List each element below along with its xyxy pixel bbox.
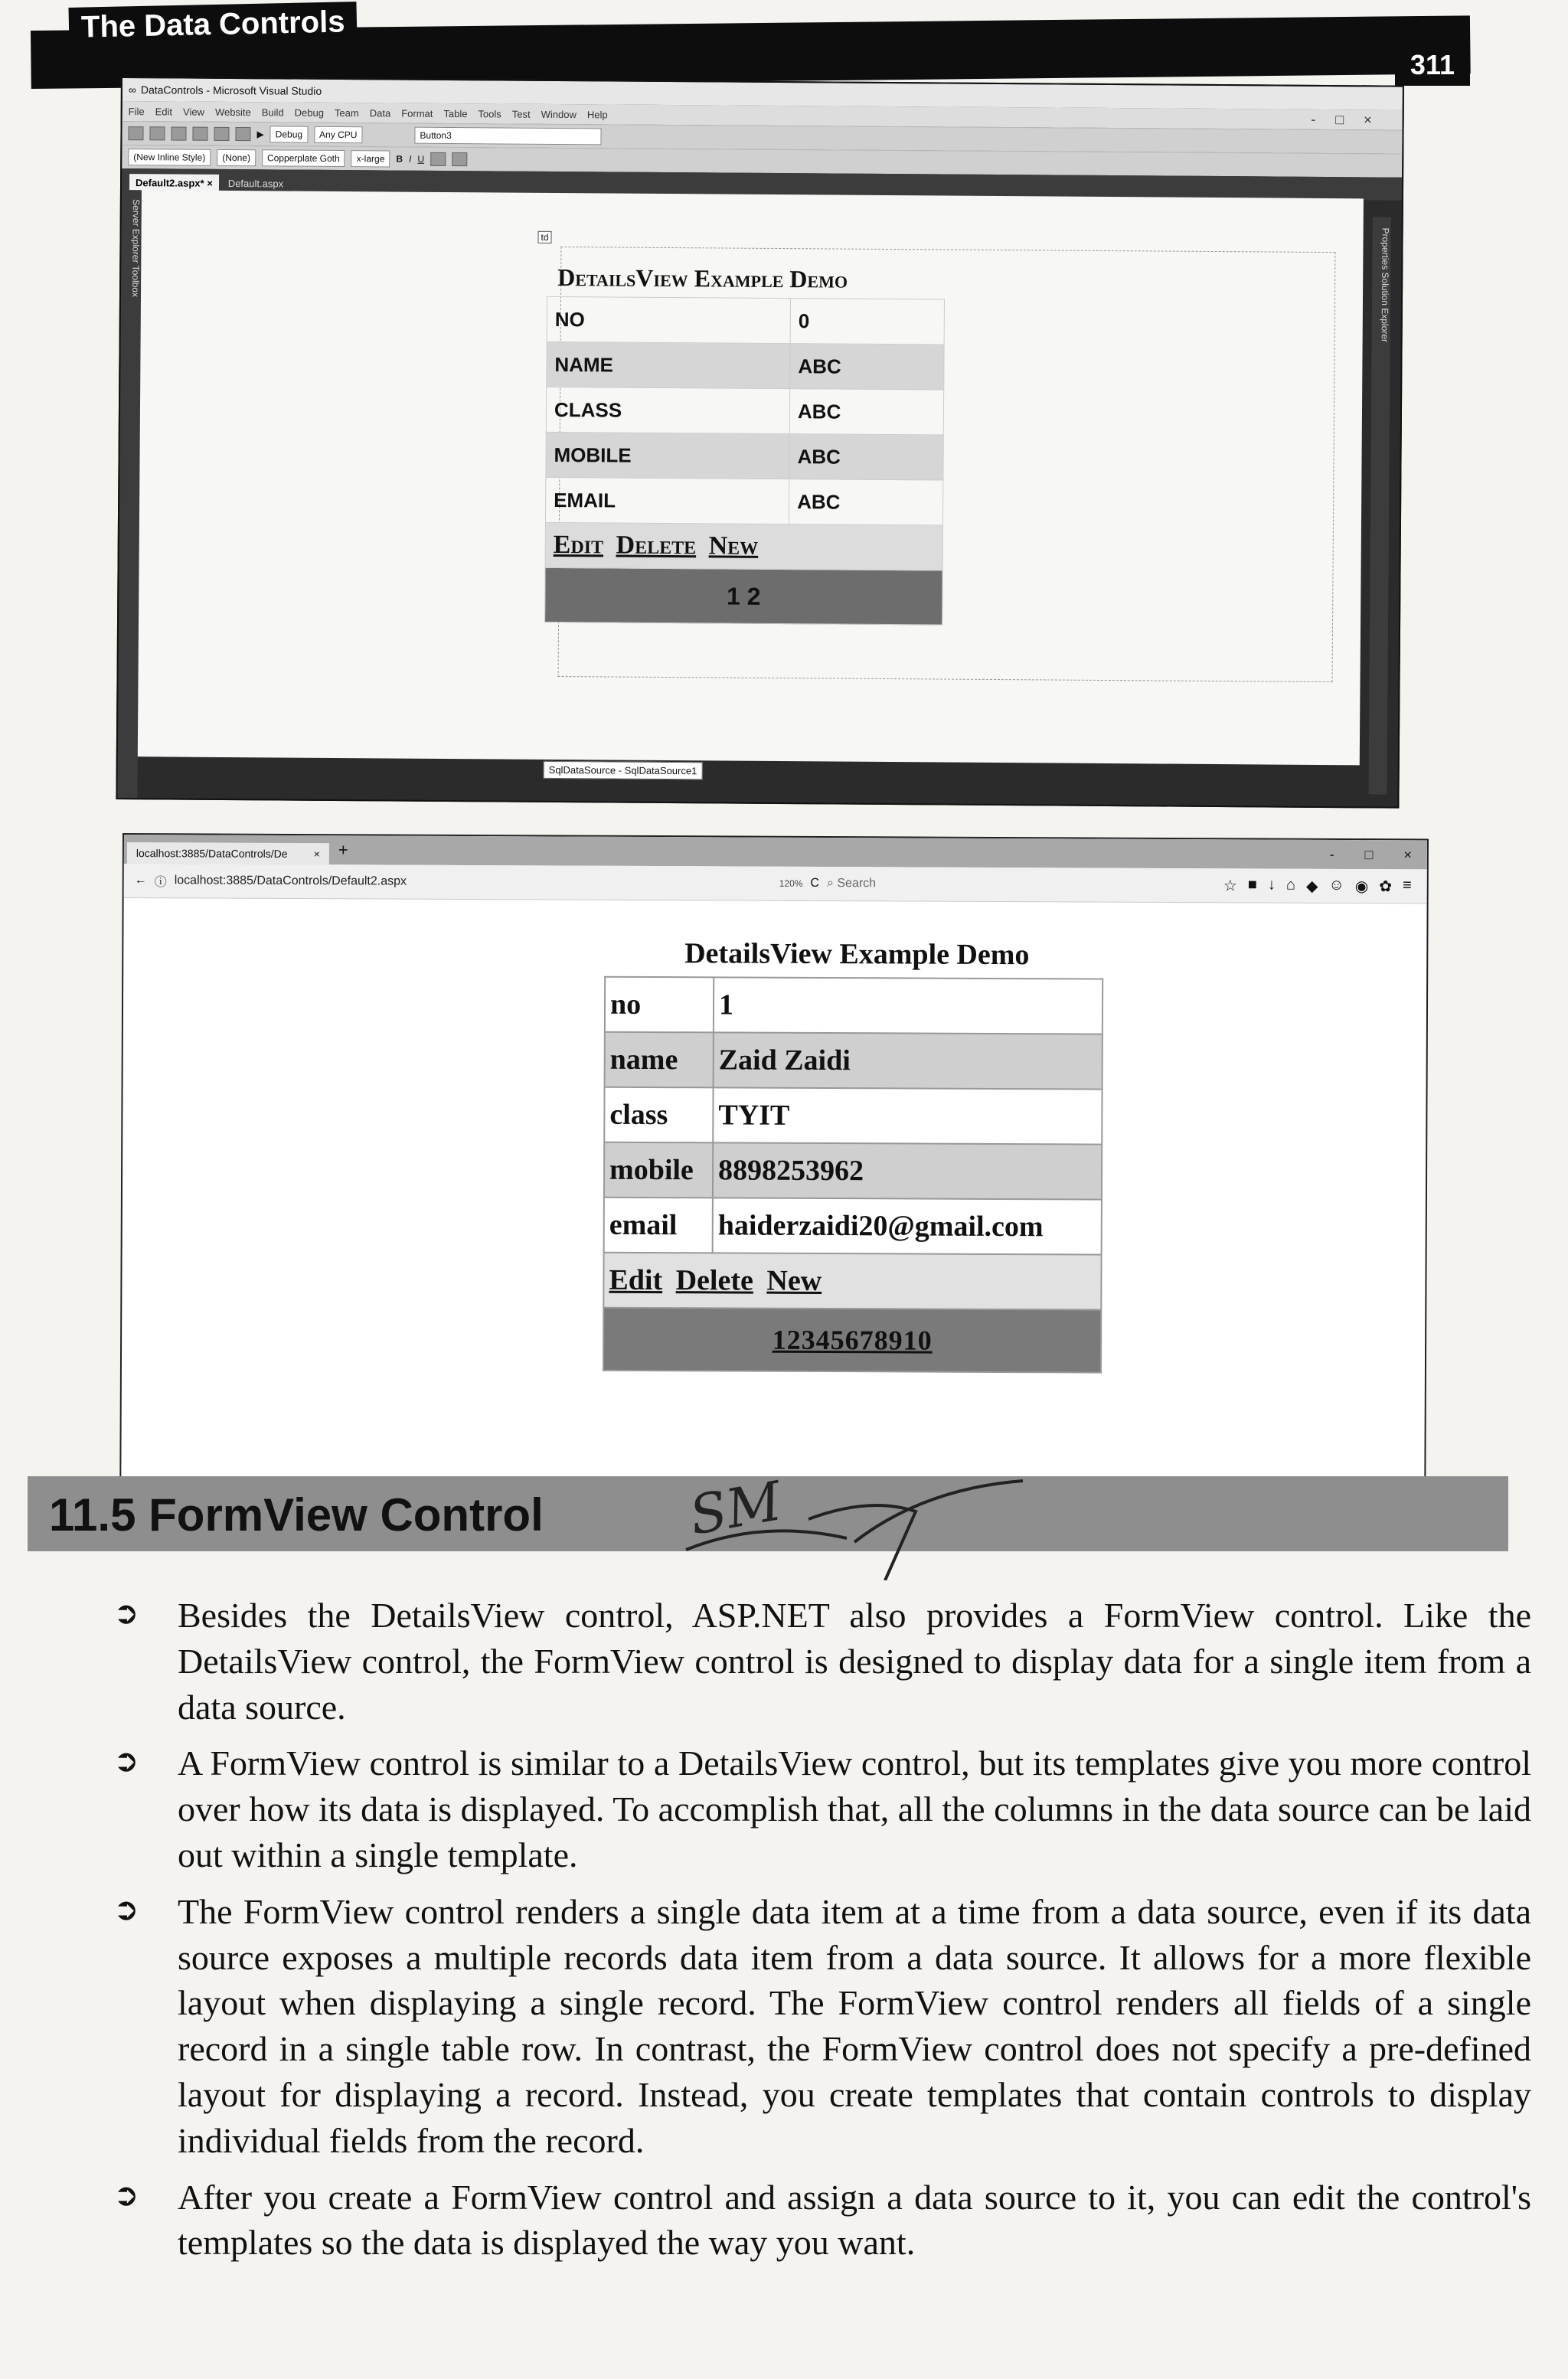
vs-window-controls — [1311, 111, 1403, 128]
maximize-button[interactable]: □ — [1364, 847, 1374, 863]
reload-button[interactable]: C — [810, 876, 820, 890]
menu-item-team[interactable]: Team — [334, 106, 359, 119]
tab-default2-label: Default2.aspx* — [135, 177, 204, 189]
table-row — [546, 432, 943, 480]
account-icon[interactable]: ◉ — [1354, 877, 1369, 895]
field-value: ABC — [790, 344, 944, 390]
field-value: ABC — [789, 479, 942, 525]
minimize-button[interactable]: - — [1311, 111, 1316, 127]
target-select[interactable]: Button3 — [414, 127, 601, 145]
field-label: class — [604, 1087, 713, 1143]
search-input[interactable] — [827, 877, 1011, 891]
field-value: 1 — [714, 977, 1102, 1034]
save-all-icon[interactable] — [192, 127, 207, 141]
table-row — [604, 1198, 1102, 1255]
bullet-arrow-icon: ➲ — [113, 1891, 139, 1927]
field-label: mobile — [604, 1142, 713, 1198]
list-item — [107, 1740, 1531, 1877]
browser-navbar — [124, 864, 1427, 904]
field-label: name — [605, 1032, 714, 1088]
table-row — [604, 1142, 1102, 1200]
field-label: email — [604, 1198, 713, 1253]
info-icon[interactable]: ⓘ — [154, 875, 167, 889]
detailsview-design — [544, 256, 954, 626]
vs-logo-icon: ∞ — [128, 83, 136, 96]
pager-row — [603, 1308, 1101, 1373]
tab-default[interactable]: Default.aspx — [227, 177, 284, 190]
bullet-list — [107, 1593, 1531, 2276]
table-row — [546, 387, 943, 435]
configuration-select[interactable]: Debug — [270, 126, 309, 142]
redo-icon[interactable] — [235, 127, 250, 141]
italic-icon[interactable]: I — [409, 153, 412, 165]
download-icon[interactable]: ↓ — [1267, 876, 1276, 894]
detailsview-caption: DetailsView Example Demo — [684, 937, 1030, 972]
handwritten-initials: SM — [684, 1469, 786, 1547]
zoom-level[interactable]: 120% — [779, 877, 803, 889]
bullet-text: A FormView control is similar to a DetailsView control, but its templates give you more control over how its data is displayed. To accomplish that, all the columns in the data source can be laid out within a single template. — [178, 1743, 1531, 1874]
class-select[interactable]: (None) — [217, 149, 256, 166]
field-value: TYIT — [713, 1087, 1102, 1144]
detailsview-caption: DetailsView Example Demo — [557, 263, 848, 293]
new-link[interactable]: New — [708, 531, 759, 560]
browser-window-controls — [1314, 847, 1427, 870]
search-placeholder: Search — [837, 877, 877, 890]
list-icon[interactable] — [452, 152, 467, 166]
td-tag: td — [537, 231, 551, 243]
bullet-arrow-icon: ➲ — [113, 2177, 139, 2213]
platform-select[interactable]: Any CPU — [314, 126, 363, 143]
field-label: EMAIL — [545, 477, 789, 524]
chapter-title: The Data Controls — [68, 2, 358, 48]
menu-item-table[interactable]: Table — [443, 107, 468, 119]
new-link[interactable]: New — [766, 1264, 822, 1297]
close-button[interactable]: × — [1403, 847, 1412, 863]
menu-item-view[interactable]: View — [182, 106, 205, 118]
section-heading-bar — [28, 1469, 1508, 1551]
browser-screenshot — [119, 833, 1429, 1488]
address-bar[interactable]: localhost:3885/DataControls/Default2.aspx — [174, 874, 407, 888]
addon-icon[interactable]: ✿ — [1379, 877, 1393, 895]
pocket-icon[interactable]: ◆ — [1305, 877, 1318, 895]
maximize-button[interactable]: □ — [1335, 111, 1344, 127]
menu-item-format[interactable]: Format — [401, 107, 433, 119]
pager-links[interactable]: 12345678910 — [772, 1324, 933, 1356]
browser-tab[interactable] — [127, 842, 329, 864]
bookmark-star-icon[interactable]: ☆ — [1223, 877, 1237, 894]
bullet-text: Besides the DetailsView control, ASP.NET also provides a FormView control. Like the DetailsView control, the FormView control is designed to display data for a single item from a data source. — [178, 1596, 1531, 1727]
list-item — [107, 1889, 1531, 2164]
style-select[interactable]: (New Inline Style) — [128, 149, 211, 166]
menu-item-window[interactable]: Window — [541, 108, 577, 120]
bullet-text: After you create a FormView control and assign a data source to it, you can edit the control's templates so the data is displayed the way you want. — [178, 2177, 1531, 2263]
field-label: NAME — [547, 341, 790, 388]
menu-icon[interactable]: ≡ — [1403, 876, 1412, 894]
handwritten-signature — [671, 1466, 1031, 1580]
extension-icon[interactable]: ☺ — [1328, 876, 1344, 894]
server-explorer-panel[interactable]: Server Explorer Toolbox — [117, 190, 142, 809]
edit-link[interactable]: Edit — [609, 1263, 663, 1297]
command-row — [545, 522, 942, 570]
browser-tabstrip — [124, 835, 1427, 869]
start-icon[interactable]: ▶ — [256, 129, 264, 140]
field-value: Zaid Zaidi — [714, 1032, 1102, 1089]
save-icon[interactable] — [171, 126, 186, 140]
pager[interactable]: 1 2 — [545, 567, 942, 625]
bold-icon[interactable]: B — [396, 153, 403, 165]
font-select[interactable]: Copperplate Goth — [262, 149, 345, 167]
menu-item-file[interactable]: File — [128, 105, 145, 117]
command-row — [603, 1253, 1101, 1310]
field-value: haiderzaidi20@gmail.com — [713, 1198, 1102, 1254]
tab-close-icon[interactable]: × — [313, 848, 320, 861]
table-row — [547, 341, 944, 390]
bullet-text: The FormView control renders a single data item at a time from a data source, even if its data source exposes a multiple records data item from a data source. It allows for a more flexible layout when displaying a single record. The FormView control renders all fields of a single record in a single table row. In contrast, the FormView control does not specify a pre-defined layout for displaying a record. Instead, you create templates that contain controls to display individual fields from the record. — [178, 1891, 1531, 2160]
size-select[interactable]: x-large — [351, 150, 390, 167]
home-icon[interactable]: ⌂ — [1285, 876, 1296, 894]
pager-row — [545, 567, 942, 625]
table-row — [605, 1032, 1102, 1090]
list-item — [107, 2175, 1531, 2266]
field-value: ABC — [789, 389, 943, 435]
table-row — [604, 1087, 1102, 1145]
back-button[interactable]: ← — [134, 874, 147, 887]
table-row — [545, 477, 942, 525]
library-icon[interactable]: ■ — [1247, 875, 1257, 893]
menu-item-data[interactable]: Data — [369, 106, 391, 119]
search-icon: ⌕ — [826, 877, 838, 890]
list-item — [107, 1593, 1531, 1730]
menu-item-edit[interactable]: Edit — [155, 105, 173, 117]
align-icon[interactable] — [430, 152, 446, 166]
menu-item-website[interactable]: Website — [214, 106, 251, 118]
section-title: 11.5 FormView Control — [49, 1489, 544, 1541]
vs-window-title: DataControls - Microsoft Visual Studio — [140, 83, 322, 97]
menu-item-build[interactable]: Build — [261, 106, 284, 118]
bullet-arrow-icon: ➲ — [113, 1596, 139, 1631]
table-row — [547, 296, 944, 345]
detailsview-rendered — [603, 929, 1110, 1374]
field-label: CLASS — [546, 387, 789, 433]
field-label: NO — [547, 296, 790, 343]
new-project-icon[interactable] — [128, 126, 143, 140]
properties-panel[interactable]: Properties Solution Explorer — [1368, 217, 1390, 794]
visual-studio-screenshot — [116, 77, 1404, 809]
undo-icon[interactable] — [214, 127, 229, 141]
open-icon[interactable] — [149, 126, 165, 140]
menu-item-test[interactable]: Test — [511, 108, 531, 120]
delete-link[interactable]: Delete — [675, 1264, 754, 1297]
minimize-button[interactable]: - — [1329, 846, 1334, 862]
browser-tab-title: localhost:3885/DataControls/De — [136, 847, 288, 860]
detailsview-table — [603, 976, 1103, 1374]
page-number: 311 — [1395, 44, 1470, 86]
field-value: 8898253962 — [713, 1142, 1102, 1199]
field-label: no — [605, 977, 714, 1033]
bullet-arrow-icon: ➲ — [113, 1743, 139, 1779]
underline-icon[interactable]: U — [417, 153, 425, 165]
table-row — [605, 977, 1102, 1034]
sqldatasource-control[interactable]: SqlDataSource - SqlDataSource1 — [544, 761, 703, 779]
field-value: 0 — [790, 299, 944, 345]
menu-item-debug[interactable]: Debug — [294, 106, 325, 119]
browser-toolbar-icons — [1223, 876, 1427, 896]
edit-link[interactable]: Edit — [553, 530, 604, 560]
field-value: ABC — [789, 434, 943, 480]
menu-item-help[interactable]: Help — [586, 108, 608, 120]
delete-link[interactable]: Delete — [616, 531, 697, 560]
menu-item-tools[interactable]: Tools — [478, 107, 501, 119]
new-tab-button[interactable]: + — [338, 840, 348, 860]
detailsview-table — [544, 296, 945, 626]
tab-close-icon[interactable]: × — [207, 177, 213, 189]
field-label: MOBILE — [546, 432, 789, 479]
close-button[interactable]: × — [1364, 111, 1372, 127]
